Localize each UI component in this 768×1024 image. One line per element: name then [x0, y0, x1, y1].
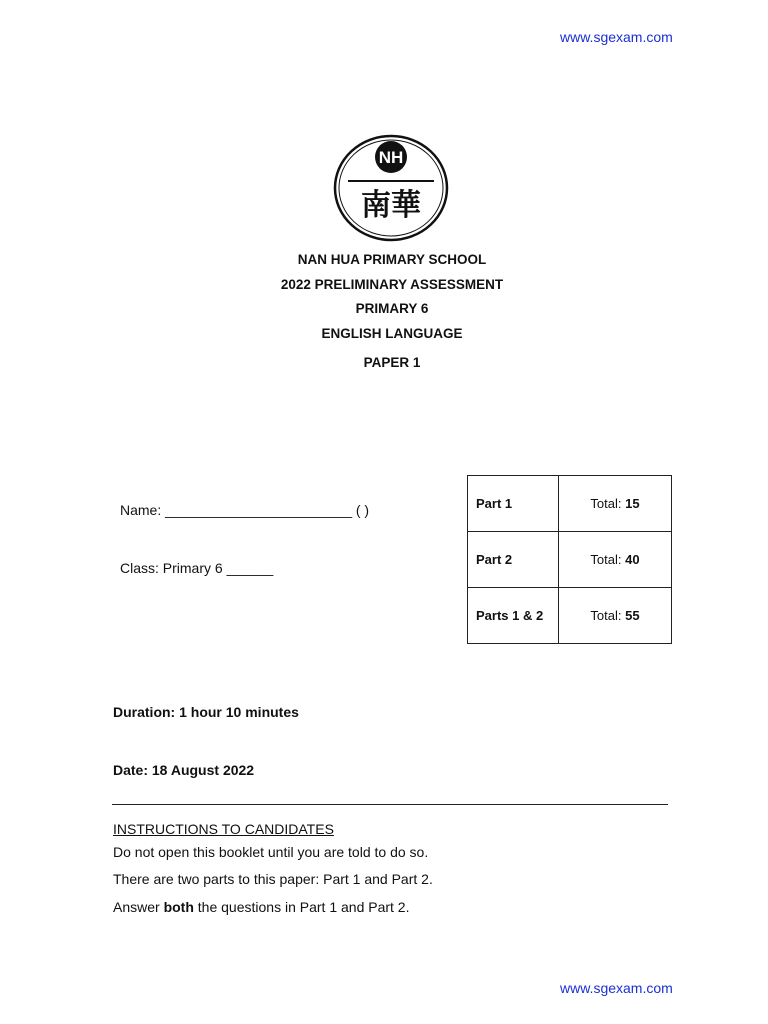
score-part: Part 2	[468, 532, 559, 588]
site-link-top[interactable]: www.sgexam.com	[560, 29, 673, 45]
score-part: Parts 1 & 2	[468, 588, 559, 644]
instruction-prefix: Answer	[113, 899, 164, 915]
logo-chinese: 南華	[361, 188, 421, 223]
class-blank[interactable]: ______	[226, 560, 274, 576]
name-line	[120, 502, 369, 518]
duration: Duration: 1 hour 10 minutes	[113, 704, 299, 720]
exam-date: Date: 18 August 2022	[113, 762, 255, 778]
total-value: 40	[625, 552, 640, 567]
score-row	[468, 476, 672, 532]
school-name: NAN HUA PRIMARY SCHOOL	[297, 252, 487, 267]
name-label: Name:	[120, 502, 162, 518]
class-line	[120, 560, 273, 576]
score-total	[559, 588, 672, 644]
assessment-title: 2022 PRELIMINARY ASSESSMENT	[280, 277, 504, 292]
score-row	[468, 588, 672, 644]
subject-title: ENGLISH LANGUAGE	[321, 326, 463, 341]
paper-title: PAPER 1	[363, 355, 421, 370]
instruction-suffix: the questions in Part 1 and Part 2.	[193, 899, 410, 915]
score-total	[559, 476, 672, 532]
instruction-line-3	[113, 899, 409, 915]
instruction-line-2: There are two parts to this paper: Part 1 and Part 2.	[113, 871, 433, 887]
level-title: PRIMARY 6	[355, 301, 429, 316]
class-label: Class: Primary 6	[120, 560, 223, 576]
total-label: Total:	[590, 496, 622, 511]
score-total	[559, 532, 672, 588]
logo-letters: NH	[378, 148, 404, 167]
score-part: Part 1	[468, 476, 559, 532]
instruction-line-1: Do not open this booklet until you are told to do so.	[113, 844, 429, 860]
score-row	[468, 532, 672, 588]
name-blank[interactable]: ________________________ ( )	[165, 502, 370, 518]
divider	[112, 804, 668, 805]
instructions-title: INSTRUCTIONS TO CANDIDATES	[113, 821, 334, 837]
total-value: 55	[625, 608, 640, 623]
total-label: Total:	[590, 552, 622, 567]
score-table	[467, 475, 672, 644]
total-value: 15	[625, 496, 640, 511]
school-logo	[332, 133, 450, 243]
site-link-bottom[interactable]: www.sgexam.com	[560, 980, 673, 996]
total-label: Total:	[590, 608, 622, 623]
instruction-bold: both	[163, 899, 194, 915]
